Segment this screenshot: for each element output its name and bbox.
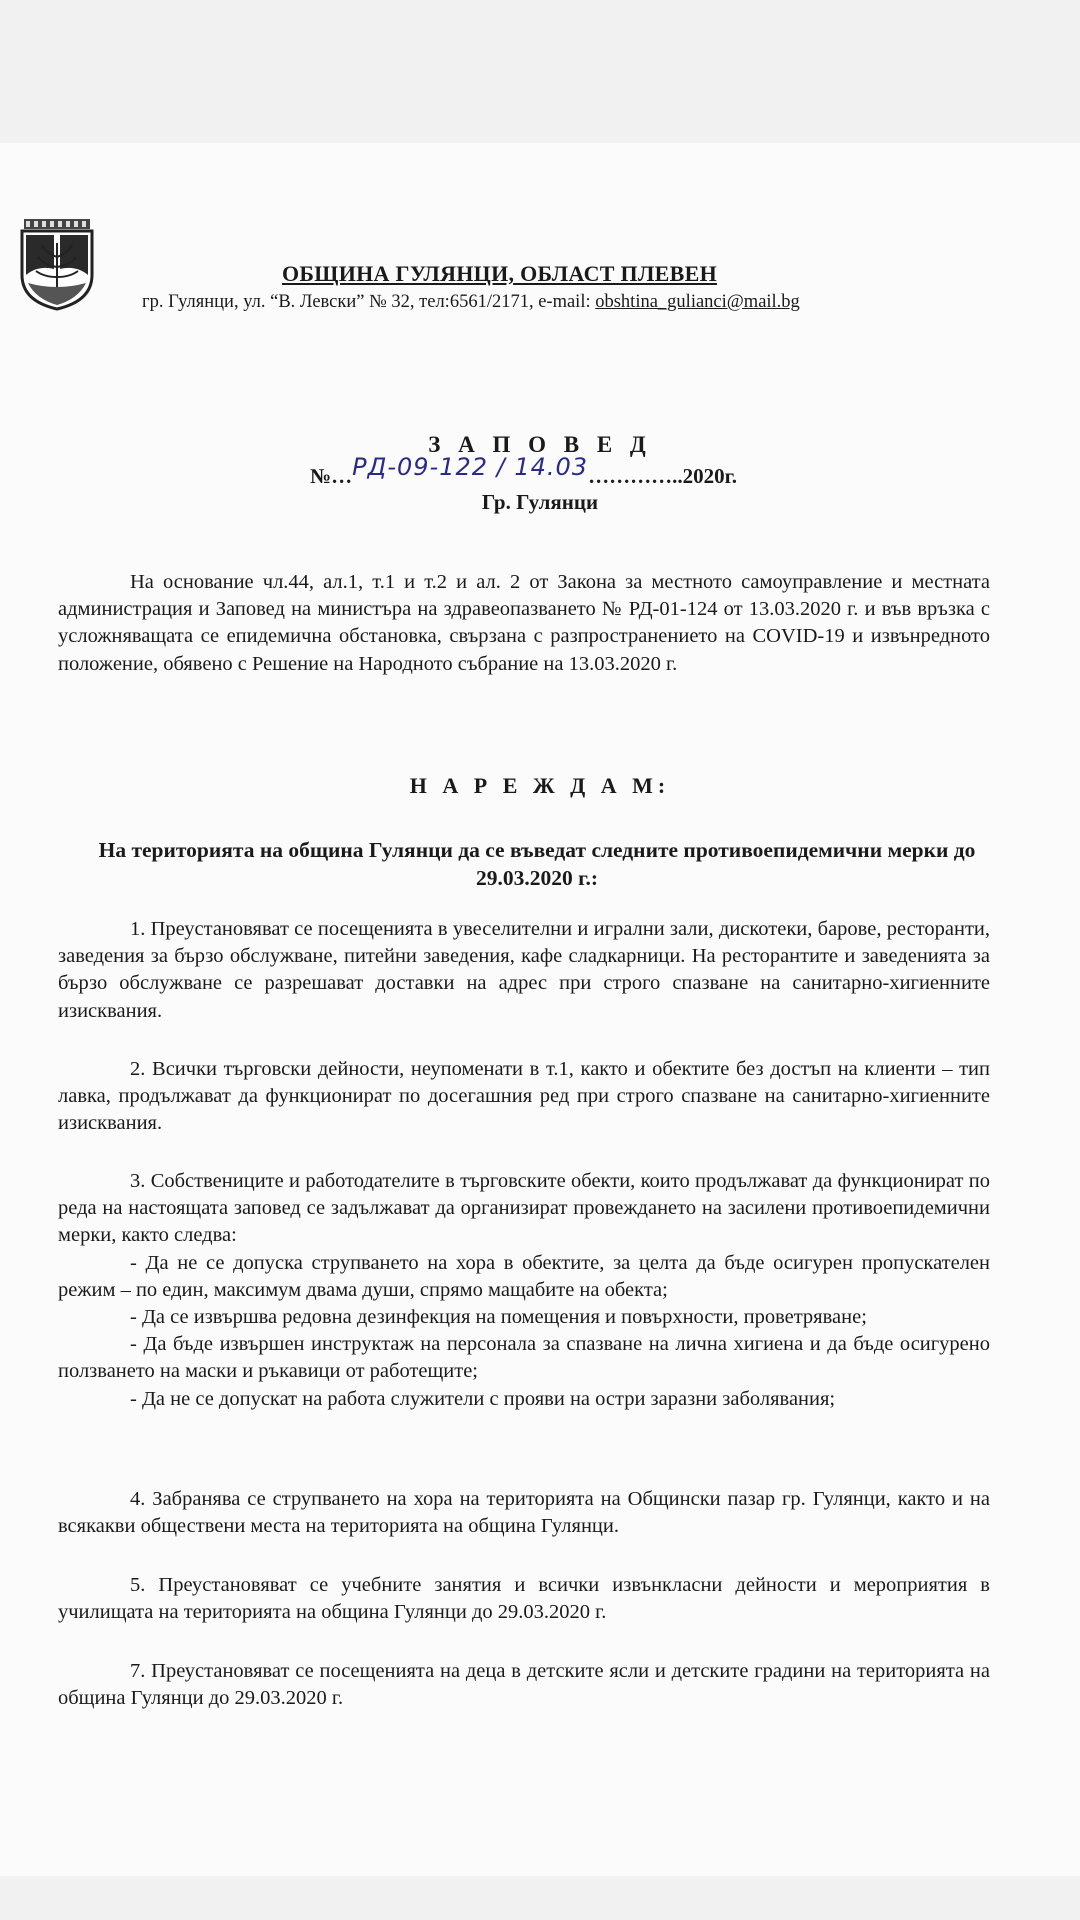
decree-heading: Н А Р Е Ж Д А М: <box>409 773 671 798</box>
item-5 <box>58 1572 990 1626</box>
item-3 <box>58 1168 990 1413</box>
top-bar <box>0 0 1080 143</box>
order-number-suffix: 2020г. <box>682 464 737 488</box>
handwritten-number: РД-09-122 / 14.03 <box>352 453 589 481</box>
measures-intro: На територията на община Гулянци да се въведат следните противоепидемични мерки до 29.03.2020 г.: <box>98 838 976 890</box>
order-number: №…РД-09-122 / 14.03…………..2020г. <box>310 453 737 488</box>
order-title: З А П О В Е Д <box>428 432 652 457</box>
municipality-title: ОБЩИНА ГУЛЯНЦИ, ОБЛАСТ ПЛЕВЕН <box>282 261 717 286</box>
order-city: Гр. Гулянци <box>481 490 599 514</box>
address-text: гр. Гулянци, ул. “В. Левски” № 32, тел:6561/2171, e-mail: <box>142 292 596 312</box>
item-7 <box>58 1658 990 1712</box>
item-3-sub-d: - Да не се допускат на работа служители с прояви на остри заразни заболявания; <box>130 1387 836 1410</box>
document-page <box>0 143 1080 1876</box>
bottom-bar <box>0 1876 1080 1920</box>
item-2-text: 2. Всички търговски дейности, неупоменати в т.1, както и обектите без достъп на клиенти – тип лавка, продължават да функционират по досегашния ред при строго спазване на санитарно-хигиенните изисквания. <box>58 1058 990 1135</box>
item-3-sub-c: - Да бъде извършен инструктаж на персонала за спазване на лична хигиена и да бъде осигурено ползването на маски и ръкавици от работещите; <box>58 1333 990 1383</box>
preamble: На основание чл.44, ал.1, т.1 и т.2 и ал. 2 от Закона за местното самоуправление и местната администрация и Заповед на министъра на здравеопазването № РД-01-124 от 13.03.2020 г. и във връзка с усложняващата се епидемична обстановка, свързана с разпространението на COVID-19 и извънредното положение, обявено с Решение на Народното събрание на 13.03.2020 г. <box>58 571 990 675</box>
item-3-text: 3. Собствениците и работодателите в търговските обекти, които продължават да функционират по реда на настоящата заповед се задължават да организират провеждането на засилени противоепидемични мерки, както следва: <box>58 1170 990 1247</box>
item-7-text: 7. Преустановяват се посещенията на деца в детските ясли и детските градини на територията на община Гулянци до 29.03.2020 г. <box>58 1660 990 1710</box>
item-3-sub-a: - Да не се допуска струпването на хора в обектите, за целта да бъде осигурен пропускателен режим – по един, максимум двама души, спрямо мащабите на обекта; <box>58 1251 990 1301</box>
item-1 <box>58 916 990 1025</box>
municipality-crest-icon <box>18 217 96 311</box>
item-2 <box>58 1056 990 1138</box>
preamble-block <box>58 569 990 678</box>
municipality-address <box>142 292 800 313</box>
item-5-text: 5. Преустановяват се учебните занятия и всички извънкласни дейности и мероприятия в училищата на територията на община Гулянци до 29.03.2020 г. <box>58 1574 990 1624</box>
order-number-prefix: № <box>310 464 332 488</box>
item-3-sub-b: - Да се извършва редовна дезинфекция на помещения и повърхности, проветряване; <box>130 1306 867 1329</box>
email-link[interactable]: obshtina_gulianci@mail.bg <box>595 292 800 312</box>
item-4-text: 4. Забранява се струпването на хора на територията на Общински пазар гр. Гулянци, както и на всякакви обществени места на територията на община Гулянци. <box>58 1488 990 1538</box>
item-4 <box>58 1486 990 1540</box>
item-1-text: 1. Преустановяват се посещенията в увеселителни и игрални зали, дискотеки, барове, ресторанти, заведения за бързо обслужване, питейни заведения, кафе сладкарници. На ресторантите и заведенията за бързо обслужване се разрешават доставки на адрес при строго спазване на санитарно-хигиенните изисквания. <box>58 918 990 1022</box>
